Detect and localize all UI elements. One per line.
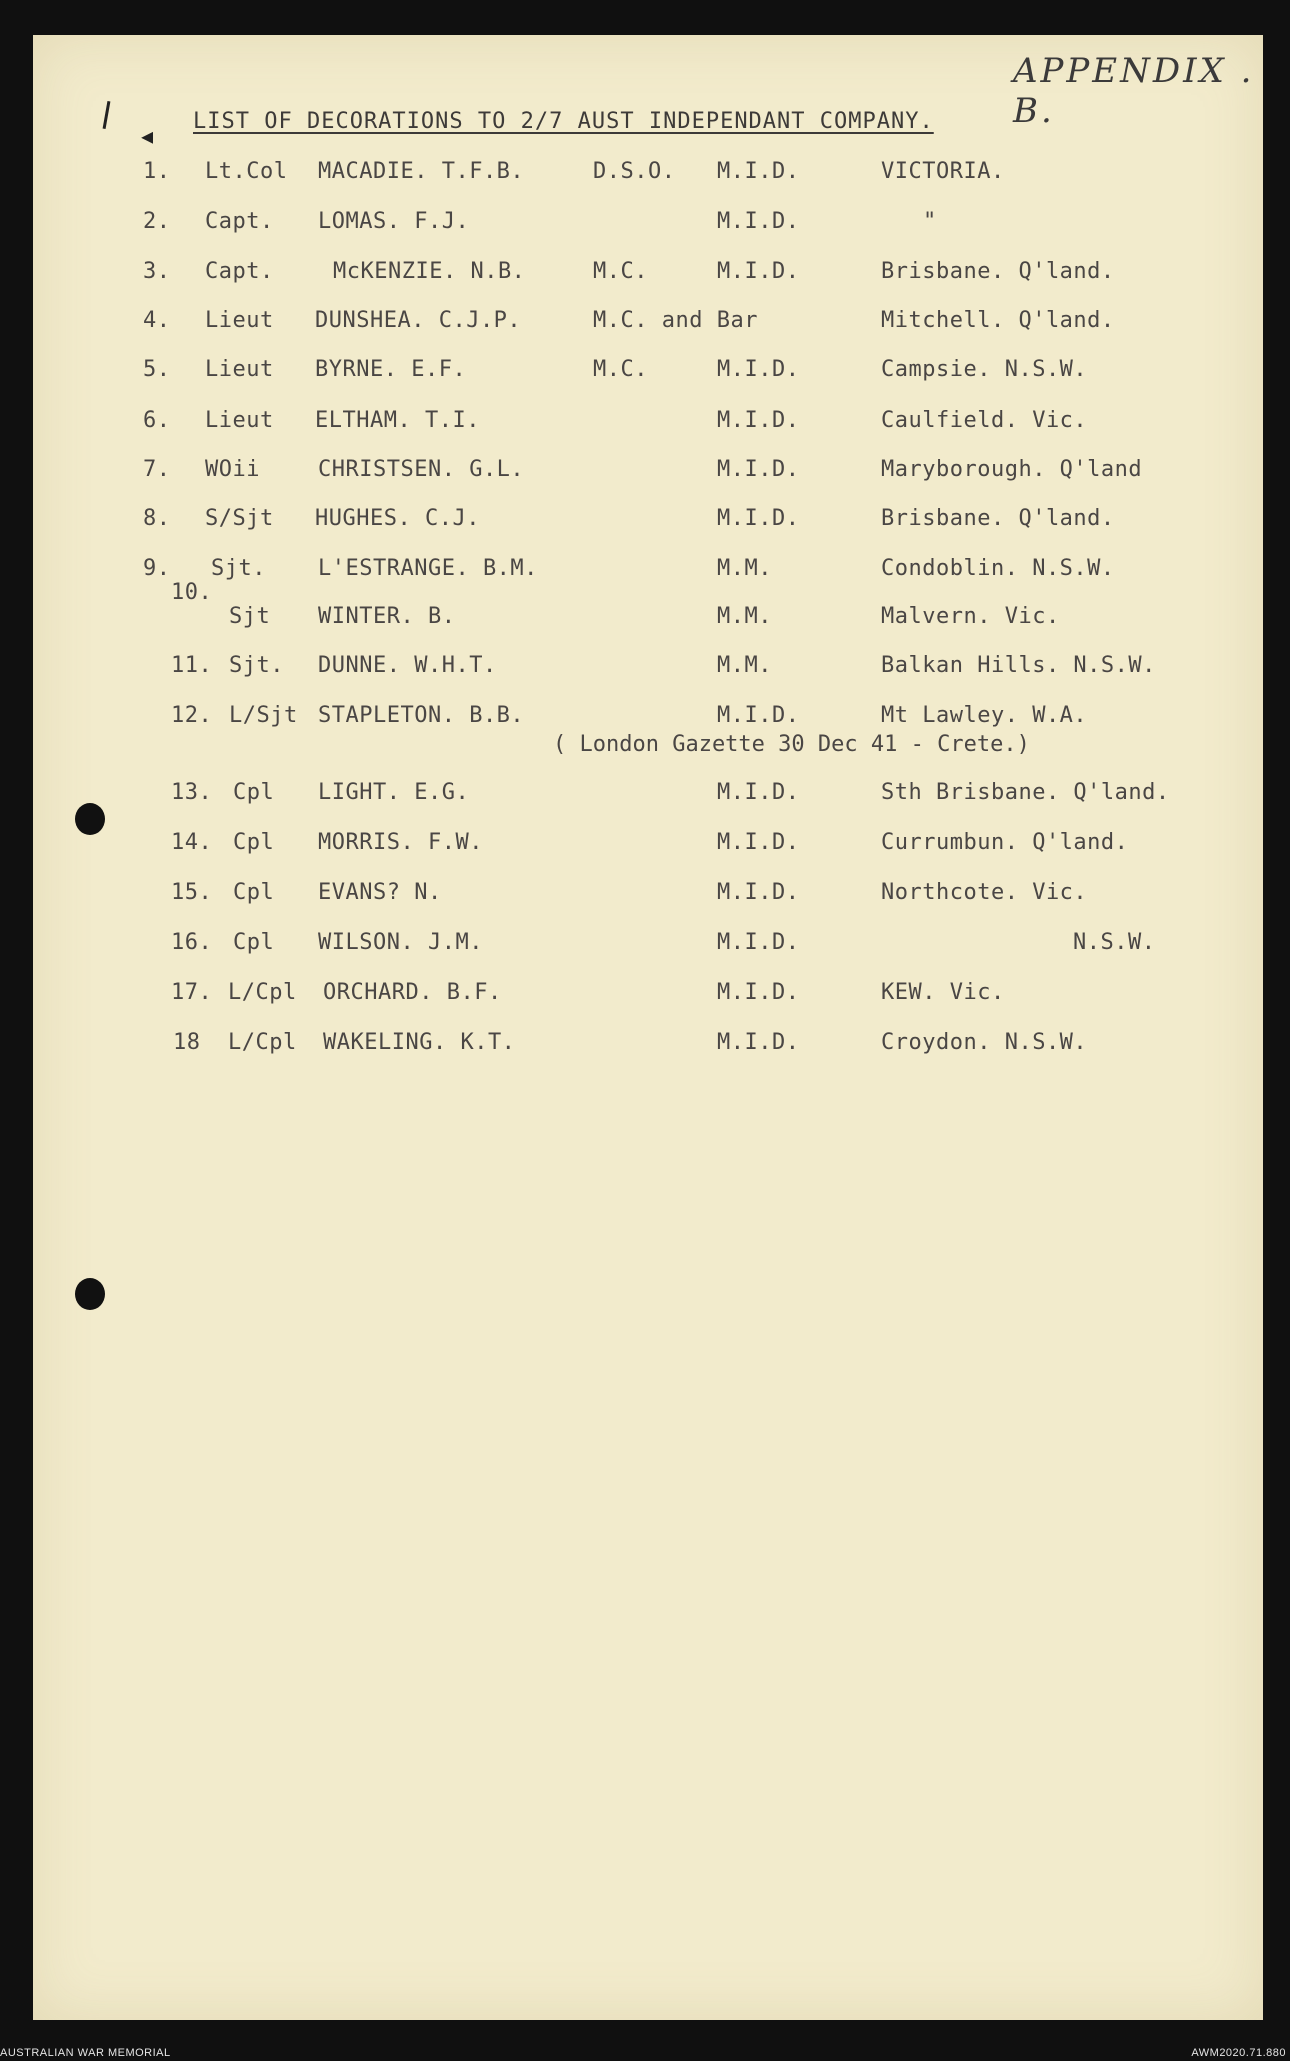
item-number: 4. — [143, 308, 171, 333]
item-rank: L/Sjt — [229, 703, 298, 728]
item-rank: Sjt — [229, 604, 271, 629]
item-mid: M.I.D. — [717, 880, 800, 905]
item-place: Brisbane. Q'land. — [881, 259, 1115, 284]
list-item — [33, 930, 1263, 966]
item-place: N.S.W. — [1073, 930, 1156, 955]
list-item — [33, 457, 1263, 493]
punch-hole — [75, 1278, 105, 1310]
item-place: Campsie. N.S.W. — [881, 357, 1088, 382]
item-rank: Lieut — [205, 308, 274, 333]
item-rank: Capt. — [205, 209, 274, 234]
item-rank: WOii — [205, 457, 260, 482]
punch-hole — [75, 803, 105, 835]
document-page — [33, 35, 1263, 2020]
item-number: 18 — [173, 1030, 201, 1055]
item-mid: M.I.D. — [717, 408, 800, 433]
item-name: WAKELING. K.T. — [323, 1030, 516, 1055]
item-name: MORRIS. F.W. — [318, 830, 483, 855]
item-mid: M.I.D. — [717, 980, 800, 1005]
list-item — [33, 159, 1263, 195]
item-place: " — [923, 209, 937, 234]
item-place: Northcote. Vic. — [881, 880, 1088, 905]
item-place: Malvern. Vic. — [881, 604, 1060, 629]
list-item — [33, 259, 1263, 295]
item-number: 17. — [171, 980, 213, 1005]
item-number: 15. — [171, 880, 213, 905]
item-name: STAPLETON. B.B. — [318, 703, 525, 728]
list-item — [33, 506, 1263, 542]
item-name: DUNNE. W.H.T. — [318, 653, 497, 678]
item-decoration: M.C. — [593, 259, 648, 284]
item-mid: M.M. — [717, 653, 772, 678]
item-mid: M.I.D. — [717, 703, 800, 728]
item-mid: M.I.D. — [717, 930, 800, 955]
item-rank: Lieut — [205, 408, 274, 433]
item-place: Sth Brisbane. Q'land. — [881, 780, 1170, 805]
item-mid: M.I.D. — [717, 780, 800, 805]
list-item — [33, 653, 1263, 689]
item-name: CHRISTSEN. G.L. — [318, 457, 525, 482]
footer-accession-number: AWM2020.71.880 — [1191, 2047, 1286, 2059]
list-item — [33, 880, 1263, 916]
arrow-mark-icon: ◀ — [141, 124, 154, 148]
item-name: LOMAS. F.J. — [318, 209, 470, 234]
item-rank: L/Cpl — [228, 1030, 297, 1055]
item-name: EVANS? N. — [318, 880, 442, 905]
item-number: 16. — [171, 930, 213, 955]
item-number: 14. — [171, 830, 213, 855]
list-item — [33, 308, 1263, 344]
item-number: 5. — [143, 357, 171, 382]
item-name: WINTER. B. — [318, 604, 456, 629]
item-number: 1. — [143, 159, 171, 184]
item-decoration: M.C. — [593, 357, 648, 382]
list-item — [33, 357, 1263, 393]
item-name: MACADIE. T.F.B. — [318, 159, 525, 184]
item-name: LIGHT. E.G. — [318, 780, 470, 805]
gazette-note: ( London Gazette 30 Dec 41 - Crete.) — [553, 732, 1030, 757]
item-name: WILSON. J.M. — [318, 930, 483, 955]
item-mid: M.I.D. — [717, 357, 800, 382]
list-item — [33, 408, 1263, 444]
item-mid: M.I.D. — [717, 159, 800, 184]
item-rank: Sjt. — [211, 556, 266, 581]
item-mid: M.I.D. — [717, 506, 800, 531]
item-place: Brisbane. Q'land. — [881, 506, 1115, 531]
item-rank: Cpl — [233, 930, 275, 955]
item-number: 13. — [171, 780, 213, 805]
item-number: 10. — [171, 580, 213, 605]
item-mid: M.M. — [717, 556, 772, 581]
item-number: 7. — [143, 457, 171, 482]
item-mid: M.I.D. — [717, 1030, 800, 1055]
item-place: Croydon. N.S.W. — [881, 1030, 1088, 1055]
list-item — [33, 830, 1263, 866]
document-title: LIST OF DECORATIONS TO 2/7 AUST INDEPENDANT COMPANY. — [193, 109, 934, 134]
item-rank: S/Sjt — [205, 506, 274, 531]
item-number: 6. — [143, 408, 171, 433]
item-rank: L/Cpl — [228, 980, 297, 1005]
item-place: Condoblin. N.S.W. — [881, 556, 1115, 581]
item-number: 3. — [143, 259, 171, 284]
item-rank: Lieut — [205, 357, 274, 382]
item-mid: M.I.D. — [717, 457, 800, 482]
item-rank: Sjt. — [229, 653, 284, 678]
item-place: Mt Lawley. W.A. — [881, 703, 1088, 728]
item-mid: M.M. — [717, 604, 772, 629]
list-item — [33, 604, 1263, 640]
item-name: ORCHARD. B.F. — [323, 980, 502, 1005]
item-rank: Cpl — [233, 830, 275, 855]
item-place: VICTORIA. — [881, 159, 1005, 184]
item-rank: Cpl — [233, 780, 275, 805]
list-item — [33, 980, 1263, 1016]
item-name: ELTHAM. T.I. — [315, 408, 480, 433]
item-number: 11. — [171, 653, 213, 678]
item-number: 8. — [143, 506, 171, 531]
pencil-tick-mark — [103, 101, 111, 129]
footer-archive-name: AUSTRALIAN WAR MEMORIAL — [0, 2047, 171, 2059]
item-mid: M.I.D. — [717, 830, 800, 855]
item-number: 12. — [171, 703, 213, 728]
item-name: McKENZIE. N.B. — [333, 259, 526, 284]
list-item — [33, 780, 1263, 816]
item-mid: M.I.D. — [717, 259, 800, 284]
item-rank: Capt. — [205, 259, 274, 284]
item-number: 2. — [143, 209, 171, 234]
item-mid: M.I.D. — [717, 209, 800, 234]
item-decoration: D.S.O. — [593, 159, 676, 184]
item-decoration: M.C. and Bar — [593, 308, 758, 333]
item-name: HUGHES. C.J. — [315, 506, 480, 531]
item-place: Currumbun. Q'land. — [881, 830, 1129, 855]
item-place: Balkan Hills. N.S.W. — [881, 653, 1156, 678]
list-item — [33, 1030, 1263, 1066]
item-name: DUNSHEA. C.J.P. — [315, 308, 522, 333]
item-place: Mitchell. Q'land. — [881, 308, 1115, 333]
item-place: KEW. Vic. — [881, 980, 1005, 1005]
item-place: Maryborough. Q'land — [881, 457, 1143, 482]
item-rank: Lt.Col — [205, 159, 288, 184]
list-item — [33, 209, 1263, 245]
item-name: L'ESTRANGE. B.M. — [318, 556, 538, 581]
item-rank: Cpl — [233, 880, 275, 905]
item-number: 9. — [143, 556, 171, 581]
item-name: BYRNE. E.F. — [315, 357, 467, 382]
handwritten-annotation: APPENDIX . B. — [1013, 51, 1255, 131]
item-place: Caulfield. Vic. — [881, 408, 1088, 433]
